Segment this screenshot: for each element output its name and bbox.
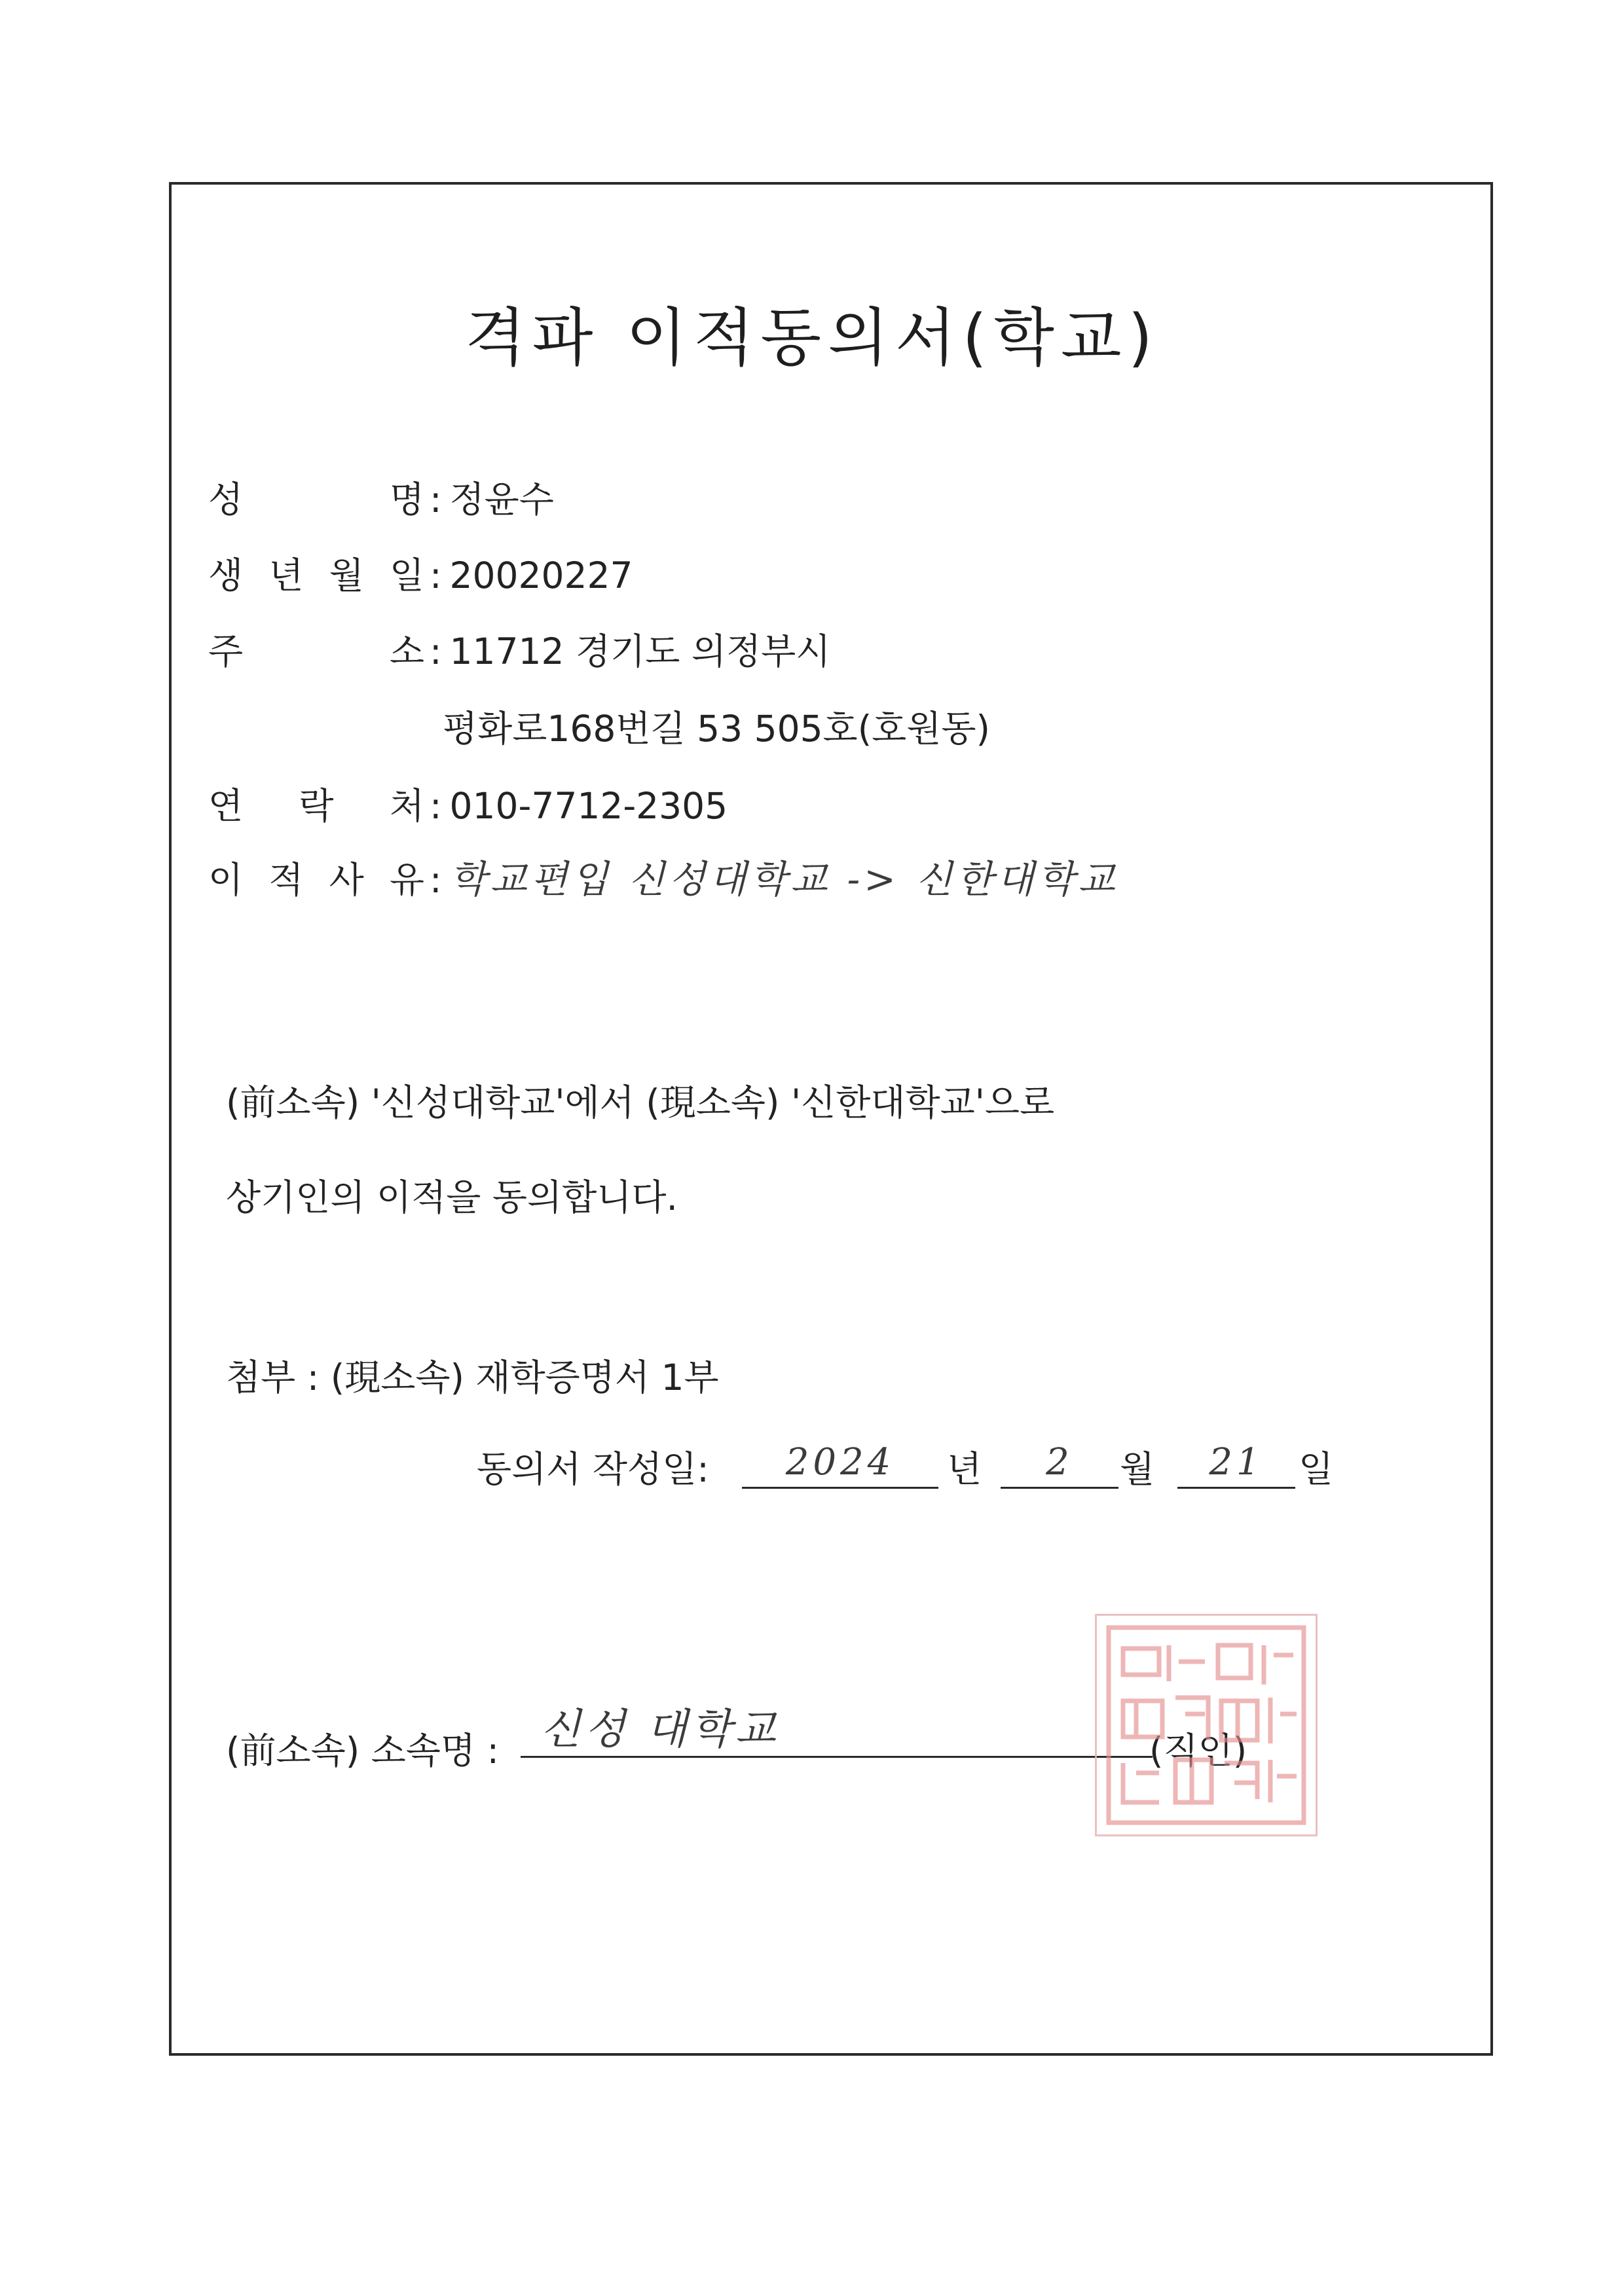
date-day-field (1177, 1441, 1295, 1489)
seal-graphic (1097, 1616, 1316, 1834)
reason-row: 이 적 사 유 : 학교편입 신성대학교 -> 신한대학교 (208, 857, 1119, 902)
consent-line2: 상기인의 이적을 동의합니다. (226, 1176, 678, 1218)
date-month-field (1001, 1441, 1118, 1489)
affiliation-handwritten-value: 신성 대학교 (540, 1705, 780, 1754)
address-line1: 11712 경기도 의정부시 (449, 630, 831, 672)
address-line2-row (443, 707, 990, 750)
consent-line1: (前소속) '신성대학교'에서 (現소속) '신한대학교'으로 (226, 1082, 1055, 1123)
date-year-value: 2024 (785, 1441, 895, 1484)
contact-label: 연 락 처 (208, 785, 424, 827)
date-day-unit: 일 (1299, 1448, 1334, 1490)
address-label: 주 소 (208, 630, 424, 672)
reason-handwritten-value: 학교편입 신성대학교 -> 신한대학교 (449, 857, 1119, 902)
date-label: 동의서 작성일: (477, 1448, 709, 1490)
affiliation-underline (521, 1756, 1153, 1758)
date-day-value: 21 (1209, 1441, 1264, 1484)
contact-value: 010-7712-2305 (449, 785, 728, 827)
birth-label: 생 년 월 일 (208, 555, 424, 596)
date-month-value: 2 (1046, 1441, 1073, 1484)
birth-row: 생 년 월 일 : 20020227 (208, 555, 633, 596)
date-year-unit: 년 (947, 1448, 982, 1490)
date-row (477, 1440, 1334, 1493)
attachment-line: 첨부 : (現소속) 재학증명서 1부 (226, 1357, 719, 1398)
address-row: 주 소 : 11712 경기도 의정부시 (208, 630, 831, 672)
official-seal-stamp (1095, 1614, 1318, 1836)
date-year-field (742, 1441, 938, 1489)
name-label: 성 명 (208, 479, 424, 520)
seal-suffix-label: (직인) (1149, 1730, 1247, 1772)
affiliation-label: (前소속) 소속명 : (226, 1730, 500, 1772)
name-value: 정윤수 (449, 479, 554, 520)
document-title: 격파 이적동의서(학교) (464, 301, 1160, 374)
reason-label: 이 적 사 유 (208, 859, 424, 901)
birth-value: 20020227 (449, 555, 633, 596)
contact-row: 연 락 처 : 010-7712-2305 (208, 785, 728, 827)
date-month-unit: 월 (1120, 1448, 1155, 1490)
address-line2: 평화로168번길 53 505호(호원동) (443, 708, 990, 750)
name-row: 성 명 : 정윤수 (208, 479, 554, 520)
